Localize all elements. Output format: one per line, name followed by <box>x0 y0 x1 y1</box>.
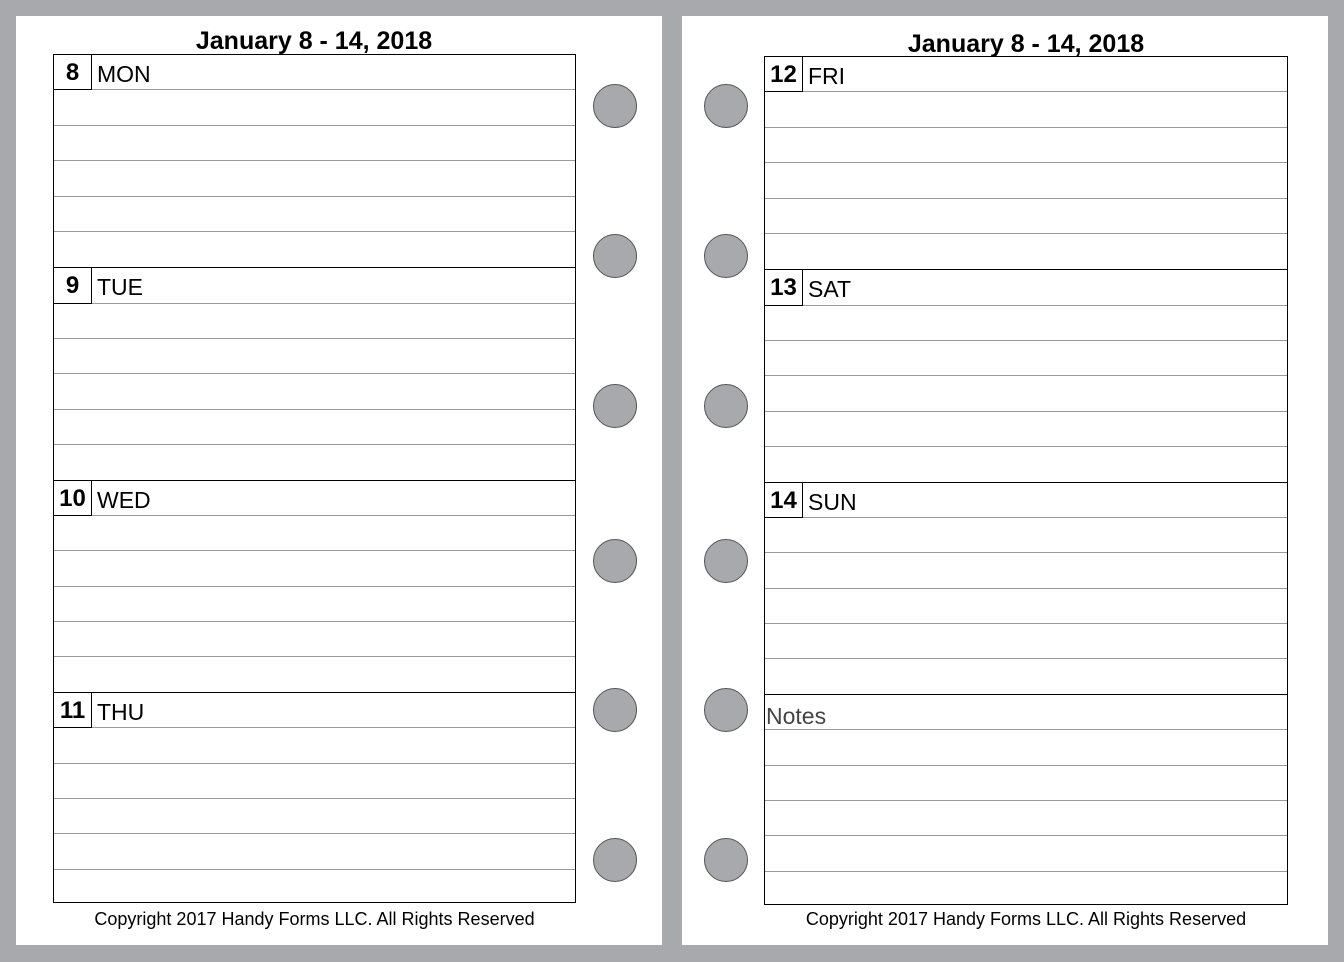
day-section-thu <box>54 692 575 904</box>
day-number: 9 <box>54 268 92 303</box>
copyright-text: Copyright 2017 Handy Forms LLC. All Rights Reserved <box>805 909 1247 929</box>
writing-line[interactable] <box>54 445 575 480</box>
writing-line[interactable] <box>765 518 1287 553</box>
writing-line[interactable] <box>765 447 1287 482</box>
binder-hole-icon <box>593 234 637 278</box>
day-header <box>765 270 1287 305</box>
copyright-text: Copyright 2017 Handy Forms LLC. All Rights Reserved <box>94 909 535 929</box>
writing-line[interactable] <box>765 730 1287 765</box>
binder-hole-icon <box>593 688 637 732</box>
writing-line[interactable] <box>765 306 1287 341</box>
day-number: 10 <box>54 481 92 516</box>
binder-hole-icon <box>593 539 637 583</box>
binder-hole-icon <box>704 84 748 128</box>
day-section-tue <box>54 267 575 479</box>
binder-hole-icon <box>593 838 637 882</box>
page-title: January 8 - 14, 2018 <box>195 27 433 55</box>
writing-line[interactable] <box>765 341 1287 376</box>
writing-line[interactable] <box>765 836 1287 871</box>
writing-line[interactable] <box>765 376 1287 411</box>
writing-line[interactable] <box>54 126 575 161</box>
writing-line[interactable] <box>54 161 575 196</box>
left-page <box>16 16 662 945</box>
writing-line[interactable] <box>54 304 575 339</box>
writing-line[interactable] <box>765 163 1287 198</box>
day-name: MON <box>97 61 151 87</box>
day-grid <box>764 56 1288 905</box>
writing-line[interactable] <box>54 870 575 905</box>
writing-line[interactable] <box>54 551 575 586</box>
day-header <box>765 57 1287 92</box>
day-number: 8 <box>54 55 92 90</box>
writing-line[interactable] <box>765 624 1287 659</box>
day-section-sun <box>765 482 1287 694</box>
writing-line[interactable] <box>765 234 1287 269</box>
day-header <box>54 481 575 516</box>
page-title: January 8 - 14, 2018 <box>907 30 1145 58</box>
writing-line[interactable] <box>54 90 575 125</box>
binder-hole-icon <box>593 384 637 428</box>
right-page <box>682 16 1328 945</box>
day-grid <box>53 54 576 903</box>
day-header <box>765 483 1287 518</box>
binder-hole-icon <box>704 539 748 583</box>
writing-line[interactable] <box>765 659 1287 694</box>
day-name: WED <box>97 486 151 513</box>
writing-line[interactable] <box>765 128 1287 163</box>
binder-hole-icon <box>704 688 748 732</box>
day-number: 13 <box>765 270 803 305</box>
day-name: SAT <box>808 276 852 303</box>
writing-line[interactable] <box>54 587 575 622</box>
day-header <box>54 693 575 728</box>
writing-line[interactable] <box>765 801 1287 836</box>
day-number: 12 <box>765 57 803 92</box>
writing-line[interactable] <box>54 410 575 445</box>
writing-line[interactable] <box>54 622 575 657</box>
notes-header <box>765 695 1287 730</box>
writing-line[interactable] <box>54 728 575 763</box>
writing-line[interactable] <box>54 374 575 409</box>
day-section-fri <box>765 57 1287 269</box>
writing-line[interactable] <box>765 589 1287 624</box>
writing-line[interactable] <box>765 412 1287 447</box>
binder-hole-icon <box>704 234 748 278</box>
notes-label: Notes <box>766 702 827 729</box>
day-number: 11 <box>54 693 92 728</box>
day-name: SUN <box>808 488 857 515</box>
writing-line[interactable] <box>54 657 575 692</box>
writing-line[interactable] <box>54 799 575 834</box>
binder-hole-icon <box>704 384 748 428</box>
binder-hole-icon <box>593 84 637 128</box>
day-name: THU <box>97 698 145 725</box>
writing-line[interactable] <box>54 339 575 374</box>
writing-line[interactable] <box>765 92 1287 127</box>
writing-line[interactable] <box>54 834 575 869</box>
day-name: FRI <box>808 63 846 89</box>
day-header <box>54 268 575 303</box>
writing-line[interactable] <box>765 766 1287 801</box>
writing-line[interactable] <box>54 232 575 267</box>
writing-line[interactable] <box>765 872 1287 907</box>
day-section-wed <box>54 480 575 692</box>
binder-hole-icon <box>704 838 748 882</box>
writing-line[interactable] <box>54 516 575 551</box>
writing-line[interactable] <box>765 553 1287 588</box>
day-header <box>54 55 575 90</box>
day-section-mon <box>54 55 575 267</box>
writing-line[interactable] <box>54 197 575 232</box>
day-section-sat <box>765 269 1287 481</box>
day-name: TUE <box>97 274 143 301</box>
writing-line[interactable] <box>54 764 575 799</box>
notes-section <box>765 694 1287 906</box>
writing-line[interactable] <box>765 199 1287 234</box>
day-number: 14 <box>765 483 803 518</box>
